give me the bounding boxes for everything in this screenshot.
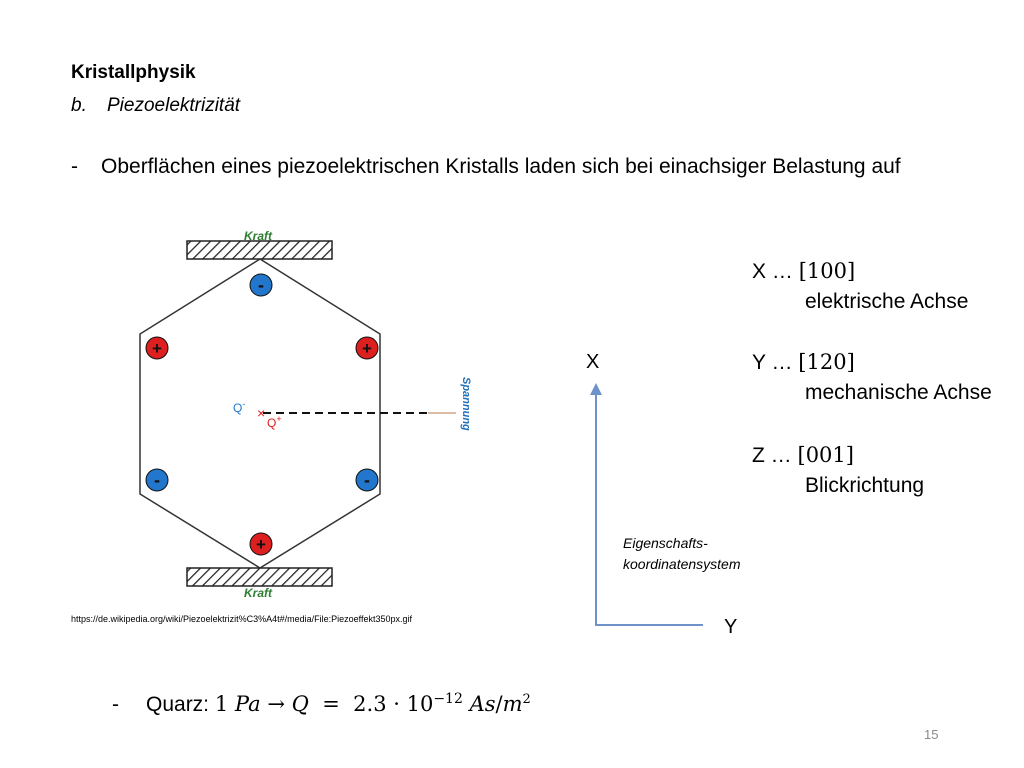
q-plus-label: Q+ [267,414,282,430]
bottom-force-plate [187,568,332,586]
section-number: b. [71,95,87,116]
coord-system-caption: Eigenschafts- koordinatensystem [623,535,741,572]
formula-math: 1 $Pa \to Q = 2.3 \cdot 10^{-12}$ $As/m^2$ [214,691,531,716]
charge-sign: + [256,535,266,554]
formula-prefix: Quarz: [146,693,215,716]
section-title: Piezoelektrizität [107,95,241,116]
axis-z-label: Z … [752,444,798,467]
positive-charge-upper-left [146,337,168,359]
section-subtitle [71,95,240,117]
page-title: Kristallphysik [71,62,196,83]
page-number: 15 [924,727,939,742]
top-force-label: Kraft [244,229,273,243]
positive-charge-bottom [250,533,272,555]
negative-charge-lower-right [356,469,378,491]
axis-x-entry [752,256,968,317]
axis-y-entry [752,347,992,408]
center-x-mark: × [257,405,266,421]
piezo-crystal-diagram [120,222,500,602]
property-coordinate-system [585,380,735,630]
formula-dash: - [112,693,119,716]
quartz-formula [112,691,531,717]
axis-z-description: Blickrichtung [805,474,925,497]
charge-sign: + [152,339,162,358]
charge-sign: - [154,470,160,490]
negative-charge-lower-left [146,469,168,491]
voltage-label: Spannung [460,377,472,431]
axis-x-label: X … [752,260,799,283]
image-source-url: https://de.wikipedia.org/wiki/Piezoelektrizit%C3%A4t#/media/File:Piezoeffekt350px.gif [71,614,413,624]
axis-y-description: mechanische Achse [805,381,992,404]
negative-charge-top [250,274,272,296]
positive-charge-upper-right [356,337,378,359]
statement-text: Oberflächen eines piezoelektrischen Kristalls laden sich bei einachsiger Belastung auf [101,155,901,178]
axis-x-description: elektrische Achse [805,290,969,313]
coord-x-label: X [586,351,600,373]
axis-z-index: [001] [797,443,854,467]
x-axis-arrowhead [590,383,602,395]
charge-sign: - [258,275,264,295]
q-minus-label: Q- [233,399,246,415]
top-force-plate [187,241,332,259]
axis-z-entry [752,440,924,501]
statement-bullet [71,155,901,179]
axis-x-index: [100] [798,259,856,283]
axis-y-index: [120] [798,350,855,374]
bottom-force-label: Kraft [244,586,273,600]
charge-sign: + [362,339,372,358]
charge-sign: - [364,470,370,490]
coord-y-label: Y [724,616,738,638]
bullet-dash: - [71,155,78,178]
axis-y-label: Y … [752,351,799,374]
